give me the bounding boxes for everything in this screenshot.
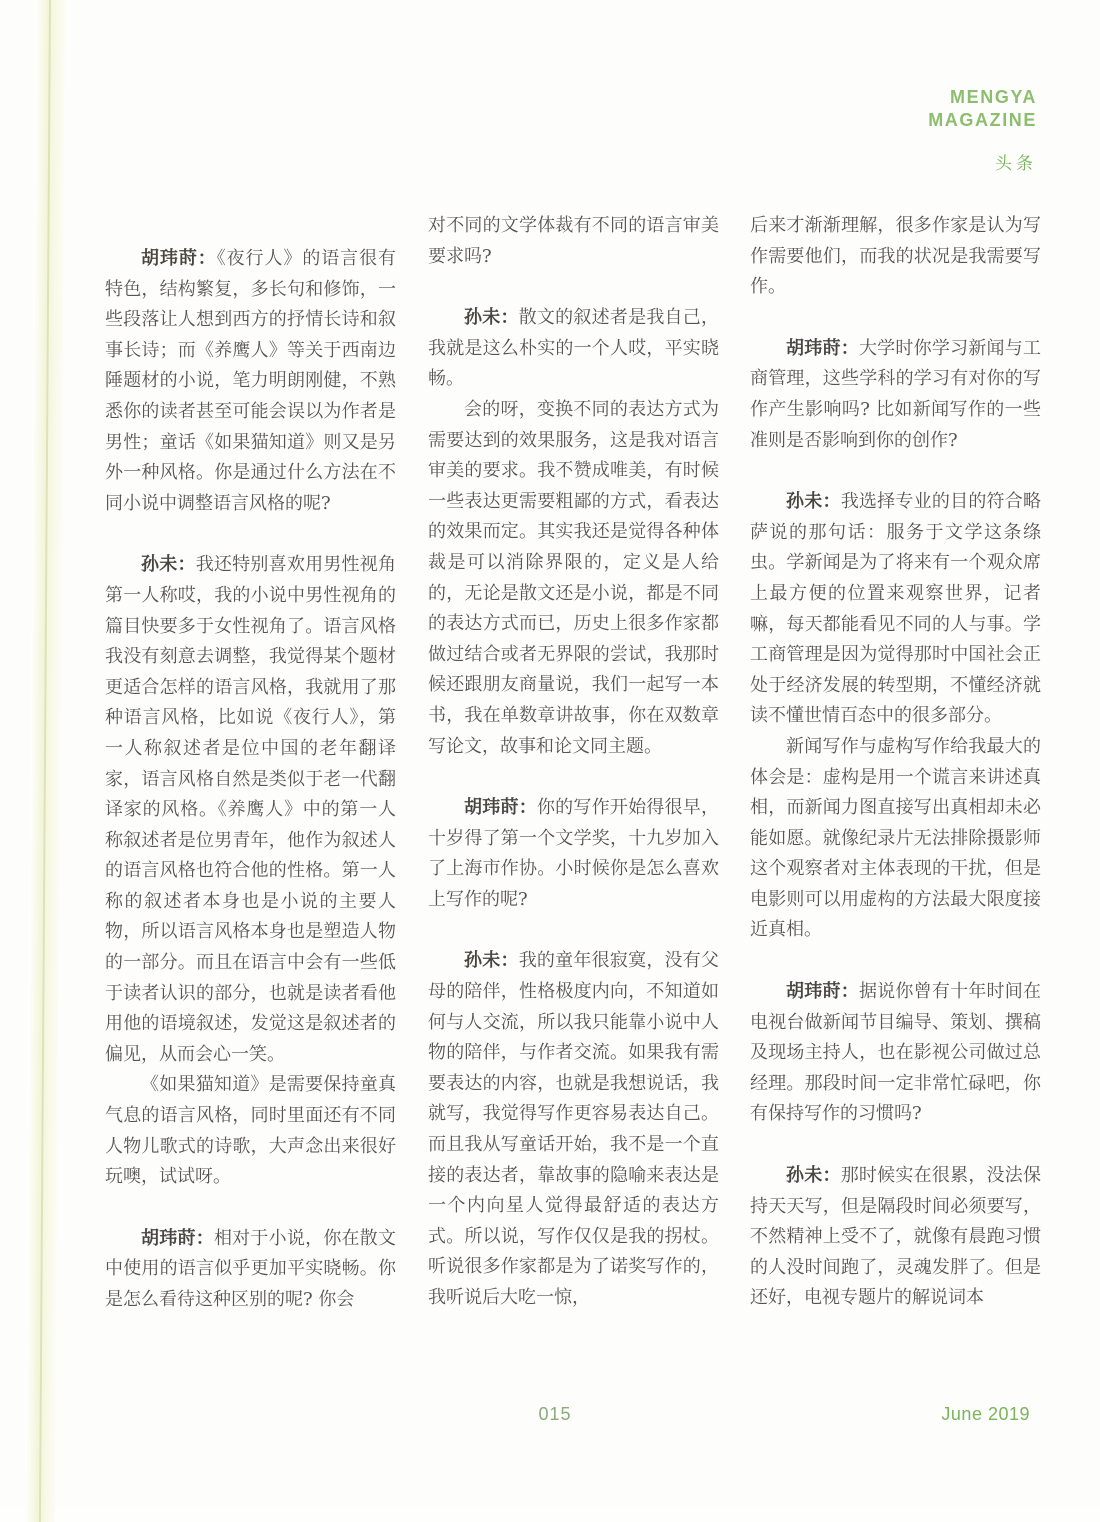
paragraph: 孙未：我的童年很寂寞，没有父母的陪伴，性格极度内向，不知道如何与人交流，所以我只能靠小说中人物的陪伴，与作者交流。如果我有需要表达的内容，也就是我想说话，我就写，我觉得写作更容易表达自己。而且我从写童话开始，我不是一个直接的表达者，靠故事的隐喻来表达是一个内向星人觉得最舒适的表达方式。所以说，写作仅仅是我的拐杖。听说很多作家都是为了诺奖写作的，我听说后大吃一惊，	[428, 950, 720, 1308]
speaker-name: 胡玮莳：	[141, 248, 217, 269]
paragraph: 对不同的文学体裁有不同的语言审美要求吗?	[428, 215, 719, 267]
text-column-2	[428, 211, 719, 1314]
speaker-name: 孙未：	[786, 491, 841, 513]
text-column-3	[750, 211, 1041, 1314]
text-column-1	[105, 211, 396, 1316]
paragraph: 《如果猫知道》是需要保持童真气息的语言风格，同时里面还有不同人物儿歌式的诗歌，大声念出来很好玩噢，试试呀。	[105, 1074, 396, 1188]
speaker-name: 孙未：	[464, 307, 519, 329]
paragraph: 后来才渐渐理解，很多作家是认为写作需要他们，而我的状况是我需要写作。	[750, 215, 1041, 298]
magazine-name-line1: MENGYA	[950, 87, 1037, 107]
paragraph: 孙未：那时候实在很累，没法保持天天写，但是隔段时间必须要写，不然精神上受不了，就像有晨跑习惯的人没时间跑了，灵魂发胖了。但是还好，电视专题片的解说词本	[750, 1165, 1042, 1309]
page-header	[928, 86, 1037, 174]
speaker-name: 孙未：	[141, 554, 196, 576]
paragraph: 孙未：我选择专业的目的符合略萨说的那句话：服务于文学这条绦虫。学新闻是为了将来有一个观众席上最方便的位置来观察世界，记者嘛，每天都能看见不同的人与事。学工商管理是因为觉得那时中国社会正处于经济发展的转型期，不懂经济就读不懂世情百态中的很多部分。	[750, 491, 1042, 727]
paragraph: 会的呀，变换不同的表达方式为需要达到的效果服务，这是我对语言审美的要求。我不赞成唯美，有时候一些表达更需要粗鄙的方式，看表达的效果而定。其实我还是觉得各种体裁是可以消除界限的，定义是人给的，无论是散文还是小说，都是不同的表达方式而已，历史上很多作家都做过结合或者无界限的尝试，我那时候还跟朋友商量说，我们一起写一本书，我在单数章讲故事，你在双数章写论文，故事和论文同主题。	[428, 398, 719, 757]
paragraph: 胡玮莳：《夜行人》的语言很有特色，结构繁复，多长句和修饰，一些段落让人想到西方的抒情长诗和叙事长诗；而《养鹰人》等关于西南边陲题材的小说，笔力明朗刚健，不熟悉你的读者甚至可能会误以为作者是男性；童话《如果猫知道》则又是另外一种风格。你是通过什么方法在不同小说中调整语言风格的呢?	[105, 248, 397, 514]
paragraph: 新闻写作与虚构写作给我最大的体会是：虚构是用一个谎言来讲述真相，而新闻力图直接写出真相却未必能如愿。就像纪录片无法排除摄影师这个观察者对主体表现的干扰，但是电影则可以用虚构的方法最大限度接近真相。	[750, 735, 1041, 941]
paragraph: 胡玮莳：相对于小说，你在散文中使用的语言似乎更加平实晓畅。你是怎么看待这种区别的呢? 你会	[105, 1227, 397, 1310]
speaker-name: 孙未：	[464, 950, 519, 972]
paragraph: 孙未：散文的叙述者是我自己，我就是这么朴实的一个人哎，平实晓畅。	[428, 307, 720, 390]
page-number: 015	[538, 1404, 572, 1424]
speaker-name: 胡玮莳：	[786, 337, 859, 359]
paragraph: 孙未：我还特别喜欢用男性视角第一人称哎，我的小说中男性视角的篇目快要多于女性视角了。语言风格我没有刻意去调整，我觉得某个题材更适合怎样的语言风格，我就用了那种语言风格，比如说《夜行人》，第一人称叙述者是位中国的老年翻译家，语言风格自然是类似于老一代翻译家的风格。《养鹰人》中的第一人称叙述者是位男青年，他作为叙述人的语言风格也符合他的性格。第一人称的叙述者本身也是小说的主要人物，所以语言风格本身也是塑造人物的一部分。而且在语言中会有一些低于读者认识的部分，也就是读者看他用他的语境叙述，发觉这是叙述者的偏见，从而会心一笑。	[105, 554, 397, 1065]
paragraph: 胡玮莳：大学时你学习新闻与工商管理，这些学科的学习有对你的写作产生影响吗? 比如新闻写作的一些准则是否影响到你的创作?	[750, 337, 1042, 451]
section-label: 头条	[995, 154, 1037, 174]
speaker-name: 胡玮莳：	[141, 1227, 214, 1249]
magazine-name-line2: MAGAZINE	[928, 110, 1037, 130]
speaker-name: 胡玮莳：	[464, 797, 537, 819]
paragraph: 胡玮莳：据说你曾有十年时间在电视台做新闻节目编导、策划、撰稿及现场主持人，也在影视公司做过总经理。那段时间一定非常忙碌吧，你有保持写作的习惯吗?	[750, 981, 1042, 1125]
issue-date: June 2019	[941, 1404, 1030, 1424]
speaker-name: 胡玮莳：	[786, 981, 859, 1003]
paragraph: 胡玮莳：你的写作开始得很早，十岁得了第一个文学奖，十九岁加入了上海市作协。小时候你是怎么喜欢上写作的呢?	[428, 797, 720, 910]
magazine-name	[928, 86, 1037, 132]
speaker-name: 孙未：	[786, 1165, 841, 1187]
